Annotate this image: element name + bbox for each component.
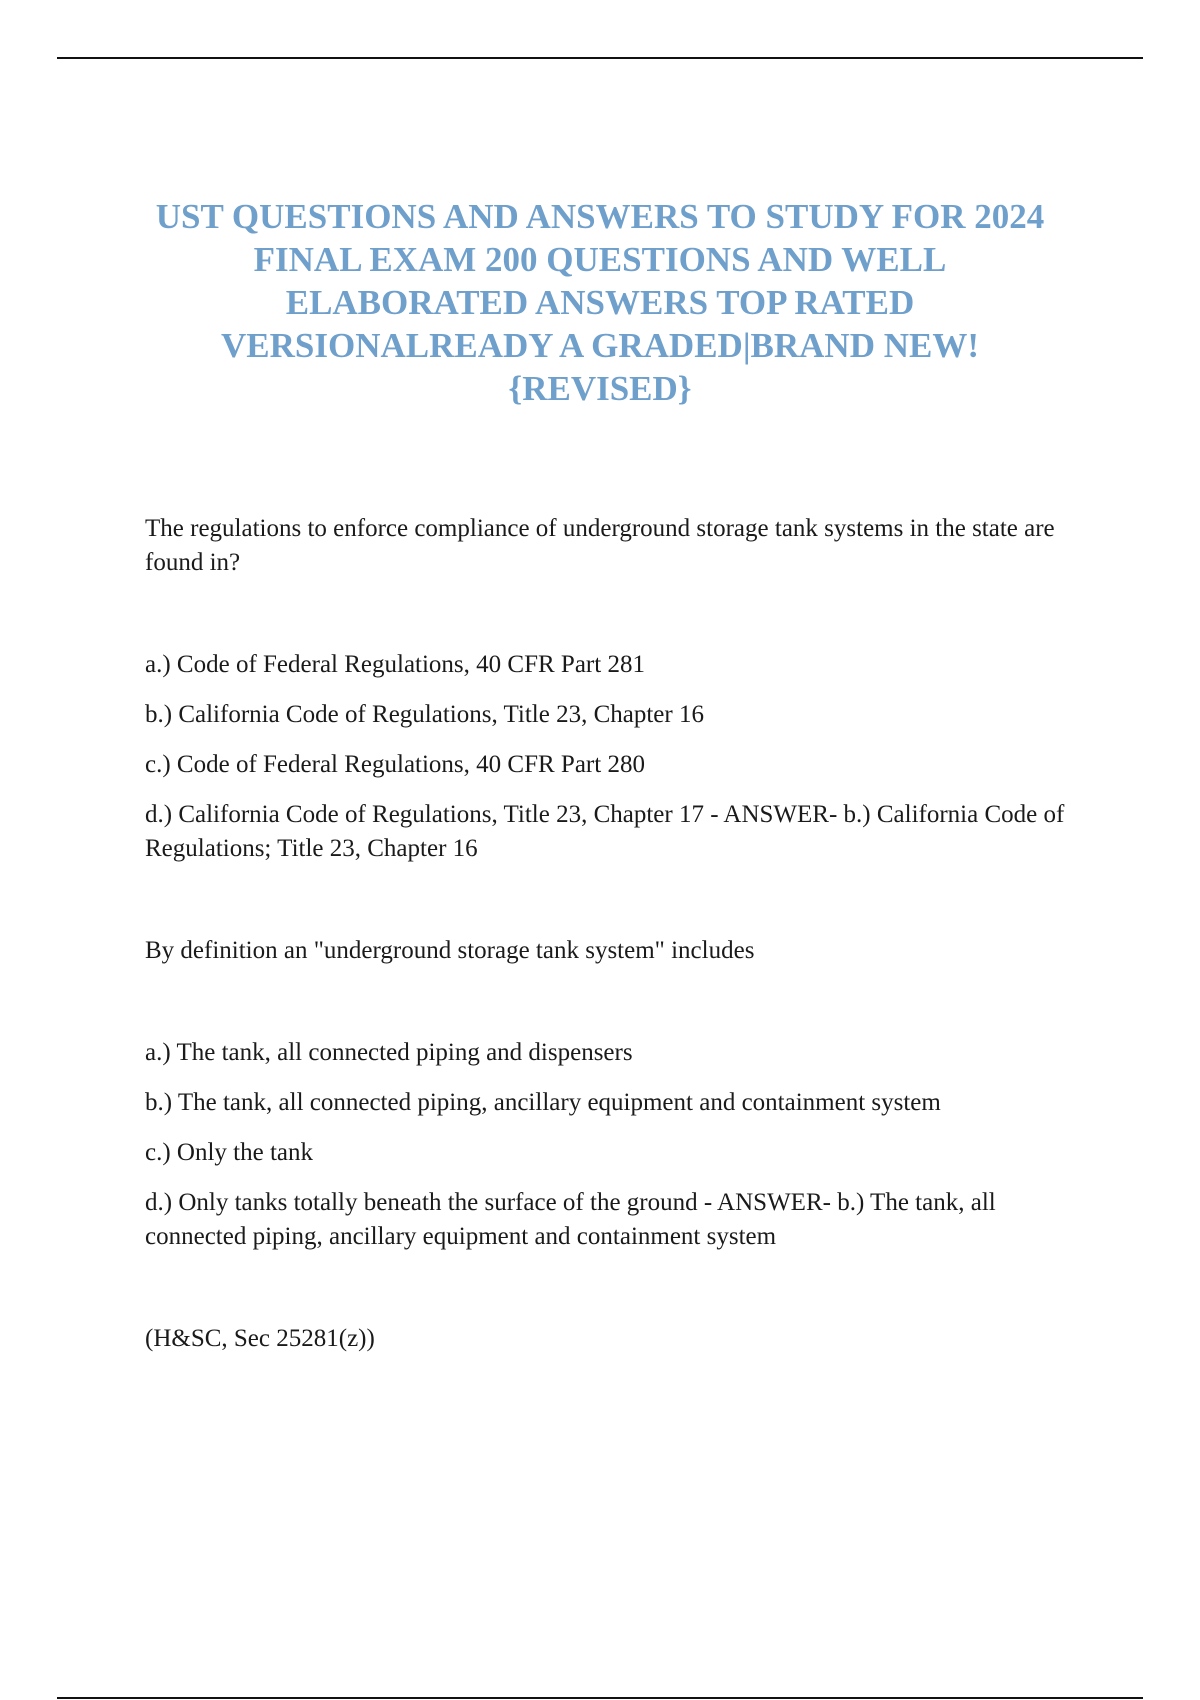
question-1-option-d-answer: d.) California Code of Regulations, Title 23, Chapter 17 - ANSWER- b.) California Code of Regulations; Title 23, Chapter 16 (145, 801, 1065, 862)
bottom-divider (57, 1697, 1143, 1699)
question-1-option-a: a.) Code of Federal Regulations, 40 CFR Part 281 (145, 651, 645, 678)
question-2-option-b: b.) The tank, all connected piping, ancillary equipment and containment system (145, 1089, 941, 1116)
question-1-prompt: The regulations to enforce compliance of underground storage tank systems in the state are found in? (145, 515, 1055, 576)
question-1-option-b: b.) California Code of Regulations, Title 23, Chapter 16 (145, 701, 704, 728)
question-2-option-d-answer: d.) Only tanks totally beneath the surface of the ground - ANSWER- b.) The tank, all connected piping, ancillary equipment and containment system (145, 1189, 996, 1250)
top-divider (57, 57, 1143, 59)
question-2-option-a: a.) The tank, all connected piping and dispensers (145, 1039, 633, 1066)
citation: (H&SC, Sec 25281(z)) (145, 1325, 375, 1352)
question-2-prompt: By definition an "underground storage tank system" includes (145, 937, 755, 964)
question-1-option-c: c.) Code of Federal Regulations, 40 CFR Part 280 (145, 751, 645, 778)
document-title: UST QUESTIONS AND ANSWERS TO STUDY FOR 2024 FINAL EXAM 200 QUESTIONS AND WELL ELABORATED ANSWERS TOP RATED VERSIONALREADY A GRADED|BRAND NEW!{REVISED} (155, 197, 1045, 408)
document-body (145, 512, 1080, 1356)
question-2-option-c: c.) Only the tank (145, 1139, 314, 1166)
